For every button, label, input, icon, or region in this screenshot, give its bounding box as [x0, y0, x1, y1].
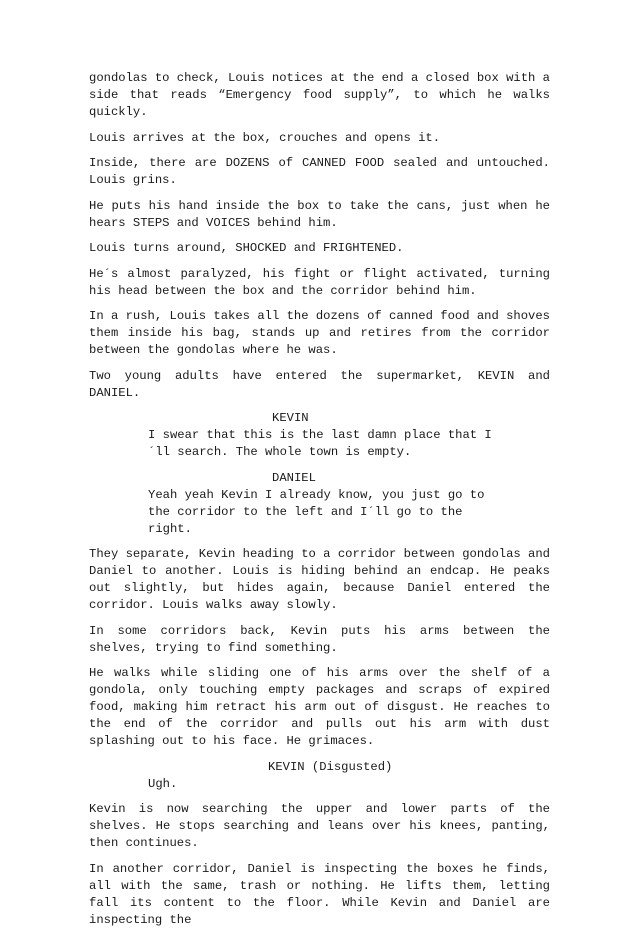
action-paragraph: In some corridors back, Kevin puts his arms between the shelves, trying to find something.: [89, 623, 550, 655]
action-paragraph: Two young adults have entered the supermarket, KEVIN and DANIEL.: [89, 368, 550, 400]
action-paragraph: gondolas to check, Louis notices at the end a closed box with a side that reads “Emergency food supply”, to which he walks quickly.: [89, 71, 550, 119]
action-paragraph: Louis turns around, SHOCKED and FRIGHTENED.: [89, 241, 404, 255]
action-paragraph: He walks while sliding one of his arms over the shelf of a gondola, only touching empty packages and scraps of expired food, making him retract his arm out of disgust. He reaches to the end of the corridor and pulls out his arm with dust splashing out to his face. He grimaces.: [89, 666, 550, 748]
character-name: KEVIN: [272, 411, 309, 425]
action-paragraph: Louis arrives at the box, crouches and opens it.: [89, 130, 441, 145]
character-name: KEVIN (Disgusted): [268, 759, 393, 774]
action-paragraph: They separate, Kevin heading to a corridor between gondolas and Daniel to another. Louis is hiding behind an endcap. He peaks out slightly, but hides again, because Daniel entered the corridor. Louis walks away slowly.: [89, 547, 550, 612]
script-body: [89, 70, 550, 937]
action-paragraph: Inside, there are DOZENS of CANNED FOOD sealed and untouched. Louis grins.: [89, 156, 550, 187]
dialogue-block: [89, 759, 550, 793]
character-name: DANIEL: [272, 470, 316, 485]
dialogue-block: [89, 410, 550, 461]
action-paragraph: In a rush, Louis takes all the dozens of canned food and shoves them inside his bag, stands up and retires from the corridor between the gondolas where he was.: [89, 309, 550, 357]
action-paragraph: In another corridor, Daniel is inspecting the boxes he finds, all with the same, trash or nothing. He lifts them, letting fall its content to the floor. While Kevin and Daniel are inspecting the: [89, 861, 550, 927]
dialogue-block: [89, 470, 550, 538]
dialogue-line: Yeah yeah Kevin I already know, you just go to the corridor to the left and I´ll go to the right.: [148, 487, 485, 536]
action-paragraph: He puts his hand inside the box to take the cans, just when he hears STEPS and VOICES behind him.: [89, 198, 550, 230]
dialogue-line: Ugh.: [148, 776, 178, 791]
action-paragraph: Kevin is now searching the upper and lower parts of the shelves. He stops searching and leans over his knees, panting, then continues.: [89, 802, 550, 850]
action-paragraph: He´s almost paralyzed, his fight or flight activated, turning his head between the box and the corridor behind him.: [89, 266, 550, 298]
dialogue-line: I swear that this is the last damn place that I´ll search. The whole town is empty.: [148, 428, 492, 459]
